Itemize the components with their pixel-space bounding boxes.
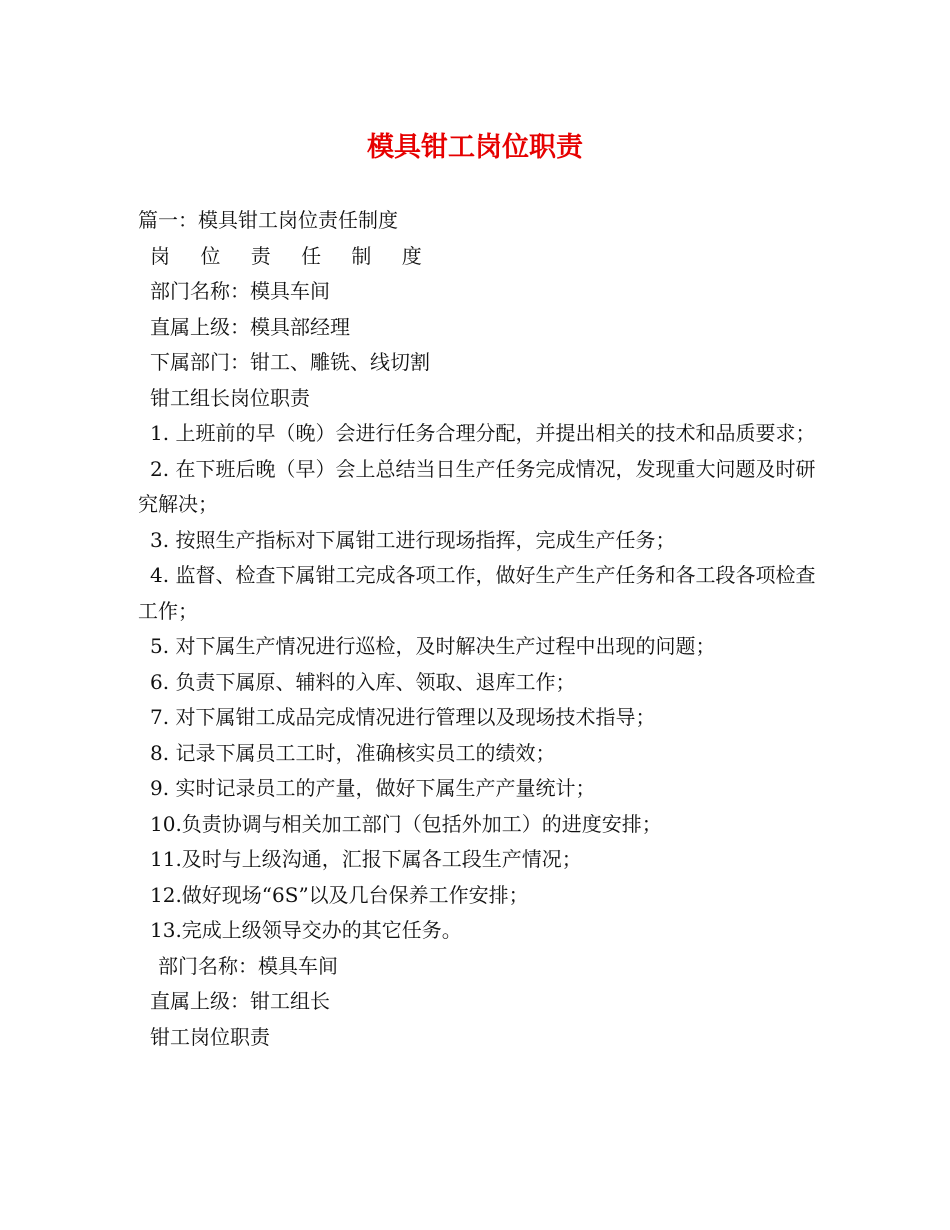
subordinate-departments: 下属部门：钳工、雕铣、线切割 <box>150 350 430 374</box>
duty-item: 6. 负责下属原、辅料的入库、领取、退库工作； <box>150 669 576 694</box>
duty-item: 9. 实时记录员工的产量，做好下属生产产量统计； <box>150 776 596 800</box>
department-name-2: 部门名称：模具车间 <box>158 953 338 978</box>
duty-item: 11.及时与上级沟通，汇报下属各工段生产情况； <box>150 847 582 871</box>
duty-item: 7. 对下属钳工成品完成情况进行管理以及现场技术指导； <box>150 705 656 729</box>
direct-superior-2: 直属上级：钳工组长 <box>150 989 330 1013</box>
document-body <box>138 203 818 1055</box>
document-title: 模具钳工岗位职责 <box>367 132 583 163</box>
direct-superior: 直属上级：模具部经理 <box>150 314 350 339</box>
duty-item: 13.完成上级领导交办的其它任务。 <box>150 918 462 942</box>
duty-item: 12.做好现场“6S”以及几台保养工作安排； <box>150 882 529 907</box>
duty-item: 3. 按照生产指标对下属钳工进行现场指挥，完成生产任务； <box>150 527 676 552</box>
role-heading-fitter: 钳工岗位职责 <box>150 1024 270 1049</box>
duty-item: 1. 上班前的早（晚）会进行任务合理分配，并提出相关的技术和品质要求； <box>150 421 816 445</box>
duty-item: 4. 监督、检查下属钳工完成各项工作，做好生产生产任务和各工段各项检查工作； <box>138 563 816 623</box>
duty-item: 5. 对下属生产情况进行巡检，及时解决生产过程中出现的问题； <box>150 634 716 658</box>
duty-item: 2. 在下班后晚（早）会上总结当日生产任务完成情况，发现重大问题及时研究解决； <box>138 456 816 516</box>
department-name: 部门名称：模具车间 <box>150 279 330 303</box>
subheading-responsibility-system: 岗 位 责 任 制 度 <box>150 243 434 268</box>
section-heading: 篇一：模具钳工岗位责任制度 <box>138 208 398 232</box>
role-heading-team-leader: 钳工组长岗位职责 <box>150 385 310 410</box>
duty-item: 10.负责协调与相关加工部门（包括外加工）的进度安排； <box>150 811 662 836</box>
duty-item: 8. 记录下属员工工时，准确核实员工的绩效； <box>150 740 556 765</box>
